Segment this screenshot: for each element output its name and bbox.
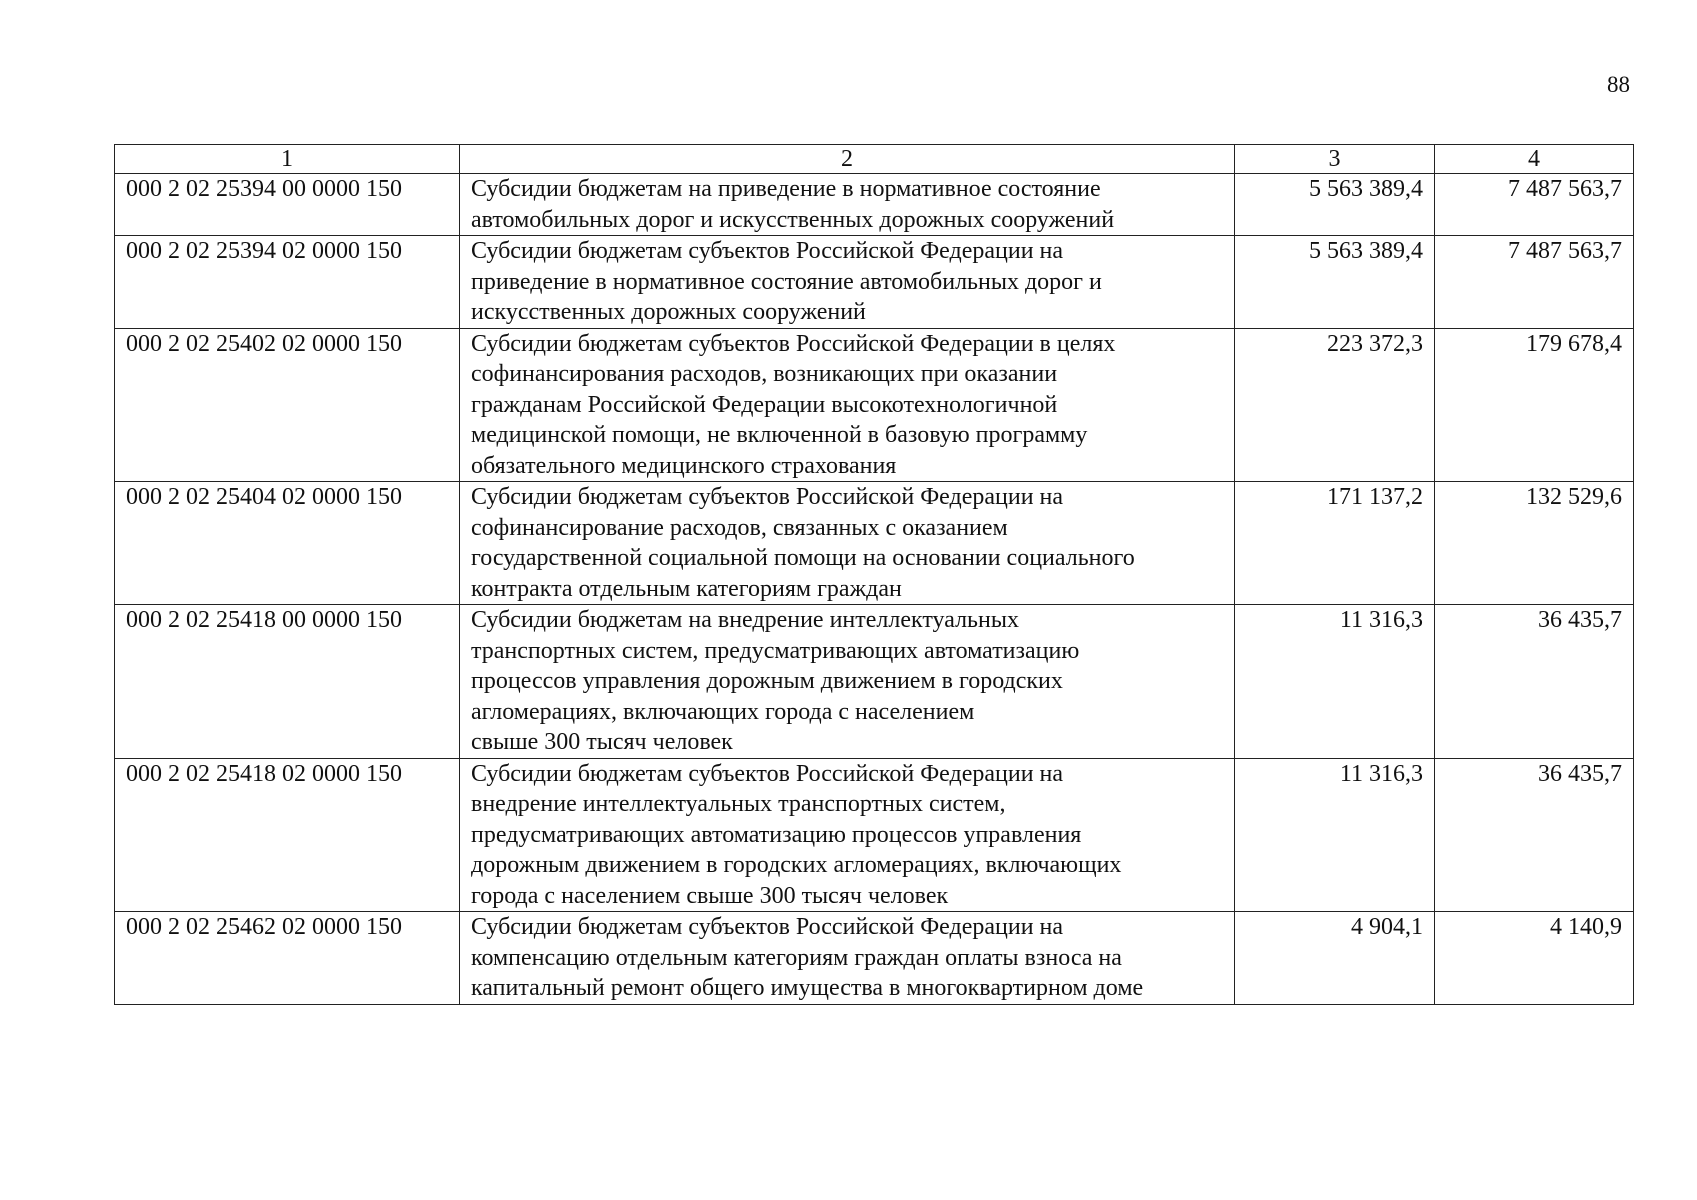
description-line: гражданам Российской Федерации высокотехнологичной [471,391,1058,418]
amount-column-3-cell: 223 372,3 [1235,328,1435,482]
description-line: контракта отдельным категориям граждан [471,575,902,602]
description-line: Субсидии бюджетам субъектов Российской Федерации на [471,238,1064,264]
amount-column-3-cell: 11 316,3 [1235,605,1435,759]
amount-column-4-cell: 4 140,9 [1435,912,1634,1005]
description-line: государственной социальной помощи на основании социального [471,545,1135,571]
amount-column-4-cell: 7 487 563,7 [1435,236,1634,329]
description-line: приведение в нормативное состояние автомобильных дорог и [471,268,1102,295]
table-row [115,174,1634,236]
table-row [115,482,1634,605]
amount-column-4-cell: 132 529,6 [1435,482,1634,605]
description-line: капитальный ремонт общего имущества в многоквартирном доме [471,975,1144,1001]
description-line: города с населением свыше 300 тысяч человек [471,882,949,909]
table-row [115,328,1634,482]
description-line: автомобильных дорог и искусственных дорожных сооружений [471,206,1115,233]
amount-column-3-cell: 4 904,1 [1235,912,1435,1005]
description-line: предусматривающих автоматизацию процессов управления [471,821,1082,848]
description-line: Субсидии бюджетам субъектов Российской Федерации в целях [471,330,1116,357]
description-line: Субсидии бюджетам на внедрение интеллектуальных [471,607,1019,633]
description-cell [460,328,1235,482]
column-header-2: 2 [460,145,1235,174]
description-cell [460,482,1235,605]
description-line: транспортных систем, предусматривающих автоматизацию [471,637,1080,664]
budget-code-cell: 000 2 02 25404 02 0000 150 [115,482,460,605]
description-line: Субсидии бюджетам субъектов Российской Федерации на [471,760,1064,787]
page-number: 88 [1607,72,1630,97]
description-line: Субсидии бюджетам на приведение в нормативное состояние [471,176,1101,202]
amount-column-3-cell: 5 563 389,4 [1235,174,1435,236]
table-body [115,174,1634,1005]
description-line: софинансирования расходов, возникающих при оказании [471,361,1058,387]
description-line: Субсидии бюджетам субъектов Российской Федерации на [471,914,1064,940]
amount-column-4-cell: 179 678,4 [1435,328,1634,482]
amount-column-3-cell: 171 137,2 [1235,482,1435,605]
description-line: внедрение интеллектуальных транспортных систем, [471,791,1006,817]
description-line: софинансирование расходов, связанных с оказанием [471,514,1008,541]
description-line: агломерациях, включающих города с населением [471,698,975,725]
description-line: обязательного медицинского страхования [471,452,897,479]
description-line: искусственных дорожных сооружений [471,299,866,325]
amount-column-3-cell: 5 563 389,4 [1235,236,1435,329]
description-cell [460,912,1235,1005]
amount-column-4-cell: 36 435,7 [1435,758,1634,912]
description-line: медицинской помощи, не включенной в базовую программу [471,422,1088,448]
description-cell [460,236,1235,329]
budget-table [114,144,1634,1005]
description-cell [460,174,1235,236]
table-row [115,912,1634,1005]
description-line: свыше 300 тысяч человек [471,729,733,755]
description-line: компенсацию отдельным категориям граждан оплаты взноса на [471,944,1122,971]
budget-code-cell: 000 2 02 25394 00 0000 150 [115,174,460,236]
budget-code-cell: 000 2 02 25418 00 0000 150 [115,605,460,759]
amount-column-3-cell: 11 316,3 [1235,758,1435,912]
budget-code-cell: 000 2 02 25402 02 0000 150 [115,328,460,482]
table-row [115,758,1634,912]
description-cell [460,758,1235,912]
amount-column-4-cell: 36 435,7 [1435,605,1634,759]
table-row [115,605,1634,759]
table-row [115,236,1634,329]
table-header [115,145,1634,174]
budget-code-cell: 000 2 02 25394 02 0000 150 [115,236,460,329]
description-line: дорожным движением в городских агломерациях, включающих [471,852,1122,878]
budget-code-cell: 000 2 02 25462 02 0000 150 [115,912,460,1005]
header-row [115,145,1634,174]
description-line: Субсидии бюджетам субъектов Российской Федерации на [471,484,1064,510]
description-cell [460,605,1235,759]
column-header-4: 4 [1435,145,1634,174]
column-header-1: 1 [115,145,460,174]
budget-code-cell: 000 2 02 25418 02 0000 150 [115,758,460,912]
column-header-3: 3 [1235,145,1435,174]
amount-column-4-cell: 7 487 563,7 [1435,174,1634,236]
description-line: процессов управления дорожным движением в городских [471,668,1063,694]
